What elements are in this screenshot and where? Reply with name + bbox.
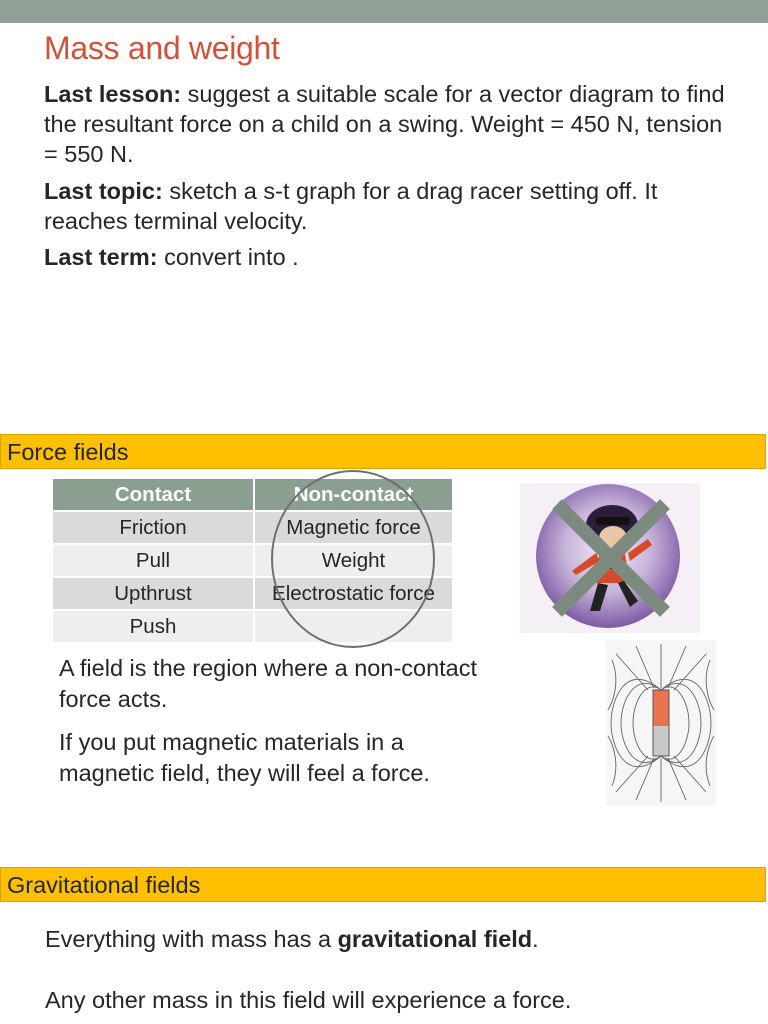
table-cell: Upthrust: [53, 577, 254, 610]
slide-title: Mass and weight: [44, 30, 280, 66]
gravitational-field-text: [45, 926, 539, 953]
starter-text: sketch a s-t graph for a drag racer setting off. It reaches terminal velocity.: [44, 178, 658, 234]
bar-magnet-image: [606, 640, 716, 806]
starter-label: Last topic:: [44, 178, 163, 204]
top-bar: [0, 0, 768, 23]
forces-table: [53, 479, 454, 642]
table-cell: Weight: [254, 544, 453, 577]
table-cell: Push: [53, 610, 254, 642]
superhero-image: [520, 483, 700, 633]
starter-last-topic: [44, 176, 734, 236]
table-cell: Friction: [53, 511, 254, 544]
table-header-row: [53, 479, 453, 511]
table-row: [53, 511, 453, 544]
table-cell: [254, 610, 453, 642]
starter-text: suggest a suitable scale for a vector diagram to find the resultant force on a child on a swing. Weight = 450 N, tension = 550 N.: [44, 81, 725, 167]
table-row: [53, 577, 453, 610]
table-cell: Magnetic force: [254, 511, 453, 544]
table-row: [53, 610, 453, 642]
field-definition-text: A field is the region where a non-contact force acts.: [59, 655, 478, 712]
key-term: gravitational field: [337, 926, 533, 952]
table-header-non-contact: Non-contact: [254, 479, 453, 511]
starter-last-lesson: [44, 79, 734, 169]
magnetic-field-text: If you put magnetic materials in a magnetic field, they will feel a force.: [59, 729, 430, 786]
table-row: [53, 544, 453, 577]
table-cell: Pull: [53, 544, 254, 577]
starter-text: convert into .: [157, 244, 299, 270]
starter-last-term: [44, 242, 734, 272]
text-run: .: [532, 926, 539, 952]
text-run: Everything with mass has a: [45, 926, 338, 952]
starter-label: Last term:: [44, 244, 158, 270]
section-heading-gravitational-fields: Gravitational fields: [0, 867, 766, 902]
table-header-contact: Contact: [53, 479, 254, 511]
gravitational-force-text: Any other mass in this field will experience a force.: [45, 987, 572, 1013]
table-cell: Electrostatic force: [254, 577, 453, 610]
section-heading-force-fields: Force fields: [0, 434, 766, 469]
starter-label: Last lesson:: [44, 81, 182, 107]
